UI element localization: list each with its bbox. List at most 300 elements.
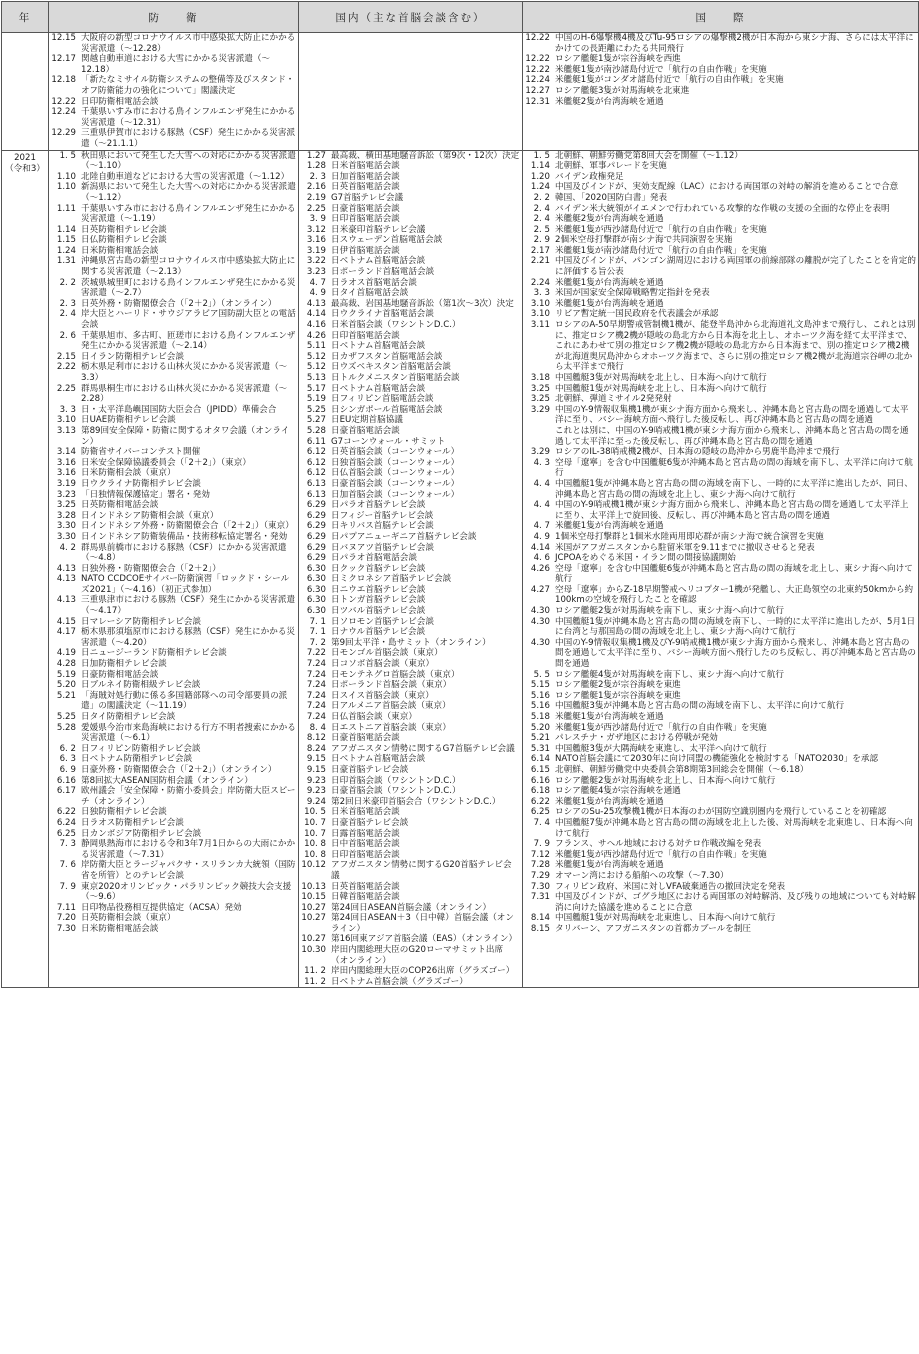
defense-event bbox=[49, 479, 298, 490]
event-date: 3.10 bbox=[56, 415, 76, 426]
event-text: 「新たなミサイル防衛システムの整備等及びスタンド・オフ防衛能力の強化について」閣議決定 bbox=[81, 75, 295, 96]
event-date: 7.24 bbox=[306, 690, 326, 701]
event-text: 栃木県那須塩原市における豚熱（CSF）発生にかかる災害派遣（〜4.20） bbox=[81, 627, 296, 648]
international-event bbox=[523, 871, 918, 882]
international-cell bbox=[523, 33, 919, 151]
defense-event bbox=[49, 128, 298, 149]
event-text: 日フィジー首脳テレビ会談 bbox=[331, 510, 434, 521]
defense-event bbox=[49, 33, 298, 54]
event-date: 6.29 bbox=[306, 500, 326, 511]
international-event bbox=[523, 75, 918, 86]
international-event bbox=[523, 892, 918, 913]
event-date: 4.27 bbox=[530, 584, 550, 595]
international-event bbox=[523, 288, 918, 299]
event-date: 4.13 bbox=[306, 298, 326, 309]
event-text: 岸防衛大臣とラージャパクサ・スリランカ大統領（国防省を所管）とのテレビ会談 bbox=[81, 860, 296, 881]
event-text: 米艦艇2隻が台湾海峡を通過 bbox=[555, 214, 664, 225]
event-date: 4. 9 bbox=[533, 531, 550, 542]
event-date: 8.15 bbox=[530, 923, 550, 934]
event-text: NATO首脳会議にて2030年に向け同盟の機能強化を検討する「NATO2030」を承認 bbox=[555, 754, 879, 765]
defense-event bbox=[49, 648, 298, 659]
event-text: 日印物品役務相互提供協定（ACSA）発効 bbox=[81, 902, 242, 913]
event-date: 5.20 bbox=[530, 722, 550, 733]
domestic-event bbox=[299, 426, 522, 437]
event-date: 2. 5 bbox=[533, 224, 550, 235]
domestic-event bbox=[299, 204, 522, 215]
event-text: 日ラオス首脳電話会談 bbox=[331, 277, 417, 288]
event-text: 静岡県熱海市における令和3年7月1日からの大雨にかかる災害派遣（〜7.31） bbox=[81, 839, 296, 860]
event-text: 日ナウル首脳テレビ会談 bbox=[331, 627, 426, 638]
event-text: 日フィリピン防衛相テレビ会談 bbox=[81, 743, 201, 754]
domestic-event bbox=[299, 797, 522, 808]
event-text: 日加防衛相テレビ会談 bbox=[81, 659, 167, 670]
event-date: 9.15 bbox=[306, 764, 326, 775]
event-date: 10.15 bbox=[301, 892, 326, 903]
event-text: 韓国、「2020国防白書」発表 bbox=[555, 192, 668, 203]
defense-event bbox=[49, 278, 298, 299]
international-event bbox=[523, 882, 918, 893]
event-text: 日カンボジア防衛相テレビ会談 bbox=[81, 828, 202, 839]
event-date: 3.16 bbox=[56, 468, 76, 479]
international-event bbox=[523, 776, 918, 787]
event-date: 5.18 bbox=[530, 712, 550, 722]
event-date: 7.22 bbox=[306, 648, 326, 659]
event-text: 日クック首脳テレビ会談 bbox=[331, 563, 426, 574]
year-block-row bbox=[2, 150, 919, 988]
defense-event bbox=[49, 595, 298, 616]
event-text: 日UAE防衛相テレビ会談 bbox=[81, 415, 176, 426]
event-date: 4. 7 bbox=[533, 521, 550, 532]
event-text: 米艦艇1隻が南沙諸島付近で「航行の自由作戦」を実施 bbox=[555, 64, 767, 75]
event-date: 2. 4 bbox=[59, 309, 76, 320]
event-date: 12.22 bbox=[525, 64, 550, 75]
event-text: バイデン政権発足 bbox=[555, 171, 624, 182]
international-event bbox=[523, 521, 918, 532]
event-date: 2.22 bbox=[56, 362, 76, 373]
international-event bbox=[523, 373, 918, 384]
event-text: 防衛省サイバーコンテスト開催 bbox=[81, 447, 201, 458]
defense-event bbox=[49, 299, 298, 310]
event-text: 日豪首脳テレビ会談 bbox=[331, 764, 409, 775]
international-event bbox=[523, 458, 918, 479]
event-text: 日フィリピン首脳電話会談 bbox=[331, 394, 434, 405]
event-text: 日ニュージーランド防衛相テレビ会談 bbox=[81, 648, 227, 659]
defense-event bbox=[49, 204, 298, 225]
event-date: 2.25 bbox=[56, 383, 76, 394]
event-date: 10.13 bbox=[301, 881, 326, 892]
event-date: 3.11 bbox=[530, 320, 550, 331]
event-text: 日米首脳会談（ワシントンD.C.） bbox=[331, 320, 461, 331]
international-header: 国 際 bbox=[523, 2, 919, 33]
event-text: 日ブルネイ防衛相級テレビ会談 bbox=[81, 680, 201, 691]
event-date: 5. 5 bbox=[533, 669, 550, 680]
event-date: 5.12 bbox=[306, 351, 326, 362]
event-date: 7. 9 bbox=[59, 881, 76, 892]
domestic-event bbox=[299, 394, 522, 405]
event-text: G7コーンウォール・サミット bbox=[331, 436, 446, 447]
event-text: 日バヌアツ首脳テレビ会談 bbox=[331, 542, 434, 553]
event-text: 群馬県前橋市における豚熱（CSF）にかかる災害派遣（〜4.8） bbox=[81, 542, 287, 564]
event-text: 日カザフスタン首脳電話会談 bbox=[331, 351, 443, 362]
international-event bbox=[523, 161, 918, 172]
international-event bbox=[523, 807, 918, 818]
event-date: 1.28 bbox=[306, 161, 326, 172]
event-date: 2. 6 bbox=[59, 330, 76, 341]
international-event bbox=[523, 86, 918, 97]
event-text: 日スイス首脳会談（東京） bbox=[331, 690, 434, 701]
event-date: 2. 2 bbox=[59, 277, 76, 288]
domestic-event bbox=[299, 553, 522, 564]
event-text: 米国が国家安全保障戦略暫定指針を発表 bbox=[555, 288, 710, 299]
event-date: 12.29 bbox=[51, 128, 76, 139]
event-date: 11. 2 bbox=[304, 976, 326, 987]
event-text: 第89回安全保障・防衛に関するオタワ会議（オンライン） bbox=[81, 425, 290, 447]
domestic-event bbox=[299, 776, 522, 787]
domestic-event bbox=[299, 564, 522, 575]
event-text: リビア暫定統一国民政府を代表議会が承認 bbox=[555, 309, 719, 320]
international-event bbox=[523, 860, 918, 871]
event-date: 5.28 bbox=[56, 722, 76, 733]
event-text: 大阪府の新型コロナウイルス市中感染拡大防止にかかる災害派遣（〜12.28） bbox=[81, 33, 296, 54]
domestic-event bbox=[299, 447, 522, 458]
defense-cell bbox=[49, 150, 299, 988]
event-text: 日仏首脳会談（コーンウォール） bbox=[331, 468, 460, 479]
event-text: 最高裁、横田基地騒音訴訟（第9次・12次）決定 bbox=[331, 150, 520, 161]
event-text: 群馬県桐生市における山林火災にかかる災害派遣（〜2.28） bbox=[81, 383, 288, 405]
event-text: 秋田県において発生した大雪への対応にかかる災害派遣（〜1.10） bbox=[81, 150, 296, 172]
event-date: 6.22 bbox=[56, 807, 76, 818]
event-date: 6.11 bbox=[306, 436, 326, 447]
event-text: 日キリバス首脳テレビ会談 bbox=[331, 521, 434, 532]
international-event bbox=[523, 426, 918, 447]
international-event bbox=[523, 818, 918, 839]
event-text: 中国及びインドが、パンゴン湖周辺における両国軍の前線部隊の離脱が完了したことを肯定的に評価する旨公表 bbox=[555, 256, 916, 278]
defense-event bbox=[49, 924, 298, 935]
event-text: 愛媛県今治市来島海峡における行方不明者捜索にかかる災害派遣（〜6.1） bbox=[81, 722, 296, 744]
event-text: ロシアのSu-25攻撃機1機が日本海のわが国防空識別圏内を飛行していることを初確認 bbox=[555, 807, 887, 818]
event-date: 2. 9 bbox=[533, 235, 550, 246]
event-date: 5.11 bbox=[306, 341, 326, 352]
defense-event bbox=[49, 256, 298, 277]
international-event bbox=[523, 606, 918, 617]
event-text: タリバーン、アフガニスタンの首都カブールを制圧 bbox=[555, 923, 752, 934]
international-event bbox=[523, 680, 918, 691]
event-text: パレスチナ・ガザ地区における停戦が発効 bbox=[555, 733, 718, 744]
event-date: 2.25 bbox=[306, 203, 326, 214]
event-date: 7. 4 bbox=[533, 817, 550, 828]
event-text: 日仏防衛相テレビ会談 bbox=[81, 235, 167, 246]
international-event bbox=[523, 797, 918, 808]
event-text: ロシア艦艇1隻が宗谷海峡を西進 bbox=[555, 54, 681, 65]
international-cell bbox=[523, 150, 919, 988]
international-event bbox=[523, 754, 918, 765]
event-date: 6.12 bbox=[306, 457, 326, 468]
event-text: 日ウクライナ防衛相テレビ会談 bbox=[81, 478, 201, 489]
event-date: 4.15 bbox=[56, 616, 76, 627]
event-date: 10. 7 bbox=[304, 817, 326, 828]
defense-event bbox=[49, 54, 298, 75]
event-date: 6.14 bbox=[530, 754, 550, 765]
domestic-event bbox=[299, 574, 522, 585]
event-text: 米艦艇1隻が台湾海峡を通過 bbox=[555, 521, 664, 532]
event-date: 4.28 bbox=[56, 659, 76, 670]
event-text: 第24回日ASEAN＋3（日中韓）首脳会議（オンライン） bbox=[331, 913, 514, 934]
defense-event bbox=[49, 627, 298, 648]
domestic-event bbox=[299, 977, 522, 988]
defense-header: 防 衛 bbox=[49, 2, 299, 33]
event-date: 2. 2 bbox=[533, 192, 550, 203]
international-event bbox=[523, 585, 918, 606]
event-date: 10.27 bbox=[301, 902, 326, 913]
event-text: 北陸自動車道などにおける大雪の災害派遣（〜1.12） bbox=[81, 171, 290, 182]
defense-event bbox=[49, 352, 298, 363]
domestic-event bbox=[299, 437, 522, 448]
event-date: 7. 1 bbox=[309, 627, 326, 638]
event-text: 日印首脳会談（ワシントンD.C.） bbox=[331, 775, 461, 786]
event-date: 2.17 bbox=[530, 245, 550, 256]
event-text: 日コソボ首脳会談（東京） bbox=[331, 659, 435, 670]
event-text: 中国艦艇3隻が沖縄本島と宮古島の間の海域を南下し、太平洋に向けて航行 bbox=[555, 701, 845, 712]
domestic-event bbox=[299, 341, 522, 352]
event-date: 3. 3 bbox=[59, 404, 76, 415]
domestic-event bbox=[299, 659, 522, 670]
year-cell bbox=[2, 150, 49, 988]
event-text: 日加首脳会談（コーンウォール） bbox=[331, 489, 460, 500]
event-text: 2個米空母打撃群が南シナ海で共同演習を実施 bbox=[555, 235, 733, 246]
defense-event bbox=[49, 882, 298, 903]
event-text: 米艦艇1隻が台湾海峡を通過 bbox=[555, 712, 664, 722]
year-block-row bbox=[2, 33, 919, 151]
defense-event bbox=[49, 617, 298, 628]
event-date: 4.26 bbox=[306, 330, 326, 341]
event-text: 米艦艇1隻が台湾海峡を通過 bbox=[555, 298, 664, 309]
defense-event bbox=[49, 172, 298, 183]
domestic-event bbox=[299, 765, 522, 776]
international-event bbox=[523, 543, 918, 554]
defense-event bbox=[49, 860, 298, 881]
event-date: 6.16 bbox=[56, 775, 76, 786]
event-date bbox=[523, 426, 555, 447]
international-event bbox=[523, 278, 918, 289]
domestic-event bbox=[299, 754, 522, 765]
event-date: 12.31 bbox=[525, 96, 550, 107]
event-text: 日英首脳電話会談 bbox=[331, 881, 400, 892]
international-event bbox=[523, 172, 918, 183]
international-event bbox=[523, 479, 918, 500]
event-date: 6.25 bbox=[56, 828, 76, 839]
event-date: 7. 6 bbox=[59, 860, 76, 871]
event-date: 3.22 bbox=[306, 256, 326, 267]
event-text: ロシア艦艇4隻が対馬海峡を南下し、東シナ海へ向けて航行 bbox=[555, 669, 784, 680]
event-date: 10.12 bbox=[301, 860, 326, 871]
year-header: 年 bbox=[2, 2, 49, 33]
event-text: 日シンガポール首脳電話会談 bbox=[331, 404, 443, 415]
event-text: 米艦艇1隻が台湾海峡を通過 bbox=[555, 796, 664, 807]
event-date: 8.12 bbox=[306, 733, 326, 744]
event-date: 1.20 bbox=[530, 171, 550, 182]
event-date: 1.11 bbox=[56, 203, 76, 214]
event-text: 米国がアフガニスタンから駐留米軍を9.11までに撤収させると発表 bbox=[555, 542, 815, 553]
event-text: 日インドネシア外務・防衛閣僚会合（「2＋2」）（東京） bbox=[81, 521, 294, 532]
event-date: 9.23 bbox=[306, 775, 326, 786]
defense-event bbox=[49, 75, 298, 96]
domestic-event bbox=[299, 638, 522, 649]
header-row bbox=[2, 2, 919, 33]
event-date: 1.24 bbox=[56, 245, 76, 256]
international-event bbox=[523, 532, 918, 543]
international-event bbox=[523, 744, 918, 755]
event-date: 6.30 bbox=[306, 595, 326, 606]
event-text: 日仏首脳会談（東京） bbox=[331, 712, 417, 722]
domestic-event bbox=[299, 182, 522, 193]
event-date: 6.24 bbox=[56, 817, 76, 828]
event-date: 7.24 bbox=[306, 712, 326, 722]
event-date: 10.27 bbox=[301, 913, 326, 924]
event-date: 5.15 bbox=[530, 680, 550, 691]
event-date: 6.29 bbox=[306, 521, 326, 532]
defense-event bbox=[49, 574, 298, 595]
event-text: 中国艦艇1隻が沖縄本島と宮古島の間の海域を南下し、一時的に太平洋に進出したが、同日、沖縄本島と宮古島の間の海域を北上し、東シナ海へ向けて航行 bbox=[555, 478, 913, 500]
international-event bbox=[523, 733, 918, 744]
defense-event bbox=[49, 235, 298, 246]
event-date: 1.24 bbox=[530, 182, 550, 193]
event-text: フランス、サヘル地域における対テロ作戦改編を発表 bbox=[555, 839, 762, 850]
event-date: 6.29 bbox=[306, 510, 326, 521]
event-date: 12.22 bbox=[51, 96, 76, 107]
domestic-header: 国内（主な首脳会談含む） bbox=[299, 2, 523, 33]
defense-event bbox=[49, 786, 298, 807]
event-text: 日トンガ首脳テレビ会談 bbox=[331, 595, 426, 606]
defense-event bbox=[49, 415, 298, 426]
event-date: 6.25 bbox=[530, 807, 550, 818]
event-date: 9.15 bbox=[306, 754, 326, 765]
event-date: 8. 4 bbox=[309, 722, 326, 733]
event-date: 6. 2 bbox=[59, 743, 76, 754]
event-text: 中国艦艇3隻が対馬海峡を北上し、日本海へ向けて航行 bbox=[555, 373, 767, 383]
event-text: 北朝鮮、朝鮮労働党中央委員会第8期第3回総会を開催（〜6.18） bbox=[555, 764, 809, 775]
chronology-table bbox=[1, 1, 919, 988]
defense-event bbox=[49, 309, 298, 330]
domestic-event bbox=[299, 595, 522, 606]
event-date: 7. 9 bbox=[533, 839, 550, 850]
event-text: 第24回日ASEAN首脳会議（オンライン） bbox=[331, 902, 492, 913]
event-date: 4.13 bbox=[56, 563, 76, 574]
event-date: 3.30 bbox=[56, 521, 76, 532]
domestic-event bbox=[299, 479, 522, 490]
event-date: 2. 4 bbox=[533, 214, 550, 225]
event-text: 日ベトナム首脳電話会談 bbox=[331, 341, 426, 352]
event-text: 日モンゴル首脳会談（東京） bbox=[331, 648, 443, 659]
defense-event bbox=[49, 97, 298, 108]
event-text: 米艦艇1隻が南沙諸島付近で「航行の自由作戦」を実施 bbox=[555, 245, 767, 256]
domestic-event bbox=[299, 246, 522, 257]
domestic-event bbox=[299, 786, 522, 797]
event-date: 2. 4 bbox=[533, 203, 550, 214]
event-date: 4.30 bbox=[530, 616, 550, 627]
event-text: 日米防衛相会談（東京） bbox=[81, 468, 176, 479]
event-text: 日独防衛相テレビ会談 bbox=[81, 807, 167, 818]
event-date: 4. 6 bbox=[533, 553, 550, 564]
event-date: 6.16 bbox=[530, 775, 550, 786]
event-text: ロシアのIL-38哨戒機2機が、日本海の隠岐の島沖から男鹿半島沖まで飛行 bbox=[555, 447, 840, 458]
domestic-event bbox=[299, 490, 522, 501]
event-date: 6.22 bbox=[530, 796, 550, 807]
event-date: 3.10 bbox=[530, 309, 550, 320]
event-date: 9.23 bbox=[306, 786, 326, 797]
event-date: 2.24 bbox=[530, 277, 550, 288]
defense-event bbox=[49, 331, 298, 352]
event-text: 第9回太平洋・島サミット（オンライン） bbox=[331, 637, 491, 648]
event-text: 日ポーランド首脳電話会談 bbox=[331, 267, 435, 278]
event-text: 日印首脳電話会談 bbox=[331, 849, 400, 860]
event-date: 7.30 bbox=[530, 881, 550, 892]
event-text: 日豪首脳電話会談 bbox=[331, 733, 400, 744]
event-date: 6.12 bbox=[306, 447, 326, 458]
defense-event bbox=[49, 107, 298, 128]
event-text: 日豪外務・防衛閣僚会合（「2＋2」）（オンライン） bbox=[81, 764, 277, 775]
domestic-event bbox=[299, 903, 522, 914]
defense-event bbox=[49, 521, 298, 532]
event-text: 日加首脳電話会談 bbox=[331, 171, 400, 182]
event-text: ロシア艦艇3隻が対馬海峡を北東進 bbox=[555, 85, 690, 96]
domestic-event bbox=[299, 839, 522, 850]
domestic-event bbox=[299, 214, 522, 225]
defense-event bbox=[49, 691, 298, 712]
domestic-event bbox=[299, 617, 522, 628]
international-event bbox=[523, 97, 918, 108]
event-text: 日米首脳電話会談 bbox=[331, 161, 400, 172]
event-text: 米艦艇1隻が西沙諸島付近で「航行の自由作戦」を実施 bbox=[555, 722, 767, 733]
event-text: 日豪首脳会談（コーンウォール） bbox=[331, 478, 460, 489]
event-date: 3.12 bbox=[306, 224, 326, 235]
event-text: 日独外務・防衛閣僚会合（「2＋2」） bbox=[81, 563, 221, 574]
event-text: 日豪首脳会談（ワシントンD.C.） bbox=[331, 786, 461, 797]
event-date: 5.21 bbox=[530, 733, 550, 744]
domestic-event bbox=[299, 701, 522, 712]
event-date: 6.17 bbox=[56, 786, 76, 797]
event-text: 日米豪印首脳テレビ会議 bbox=[331, 224, 426, 235]
defense-event bbox=[49, 680, 298, 691]
event-text: アフガニスタン情勢に関するG7首脳テレビ会議 bbox=[331, 743, 515, 754]
event-text: 北朝鮮、軍事パレードを実施 bbox=[555, 161, 667, 172]
event-date: 6.18 bbox=[530, 786, 550, 797]
international-event bbox=[523, 691, 918, 702]
event-date: 6.29 bbox=[306, 531, 326, 542]
event-date: 3.29 bbox=[530, 404, 550, 415]
defense-event bbox=[49, 182, 298, 203]
event-text: 北朝鮮、朝鮮労働党第8回大会を開催（〜1.12） bbox=[555, 150, 743, 161]
international-event bbox=[523, 394, 918, 405]
international-event bbox=[523, 256, 918, 277]
event-text: 日豪首脳電話会談 bbox=[331, 203, 400, 214]
domestic-event bbox=[299, 415, 522, 426]
international-event bbox=[523, 193, 918, 204]
domestic-event bbox=[299, 670, 522, 681]
event-date: 5.13 bbox=[306, 373, 326, 383]
domestic-cell bbox=[299, 150, 523, 988]
international-event bbox=[523, 309, 918, 320]
international-event bbox=[523, 320, 918, 373]
event-text: 最高裁、岩国基地騒音訴訟（第1次〜3次）決定 bbox=[331, 298, 514, 309]
event-date: 5.20 bbox=[56, 680, 76, 691]
event-date: 1.14 bbox=[56, 224, 76, 235]
event-text: 千葉県旭市、多古町、匝瑳市における鳥インフルエンザ発生にかかる災害派遣（〜2.14） bbox=[81, 330, 296, 352]
event-date: 10.27 bbox=[301, 934, 326, 945]
event-text: 日インドネシア防衛装備品・技術移転協定署名・発効 bbox=[81, 531, 288, 542]
event-text: 岸田内閣総理大臣のG20ローマサミット出席（オンライン） bbox=[331, 945, 504, 966]
event-date: 7.28 bbox=[530, 860, 550, 871]
event-text: 「日独情報保護協定」署名・発効 bbox=[81, 489, 210, 500]
